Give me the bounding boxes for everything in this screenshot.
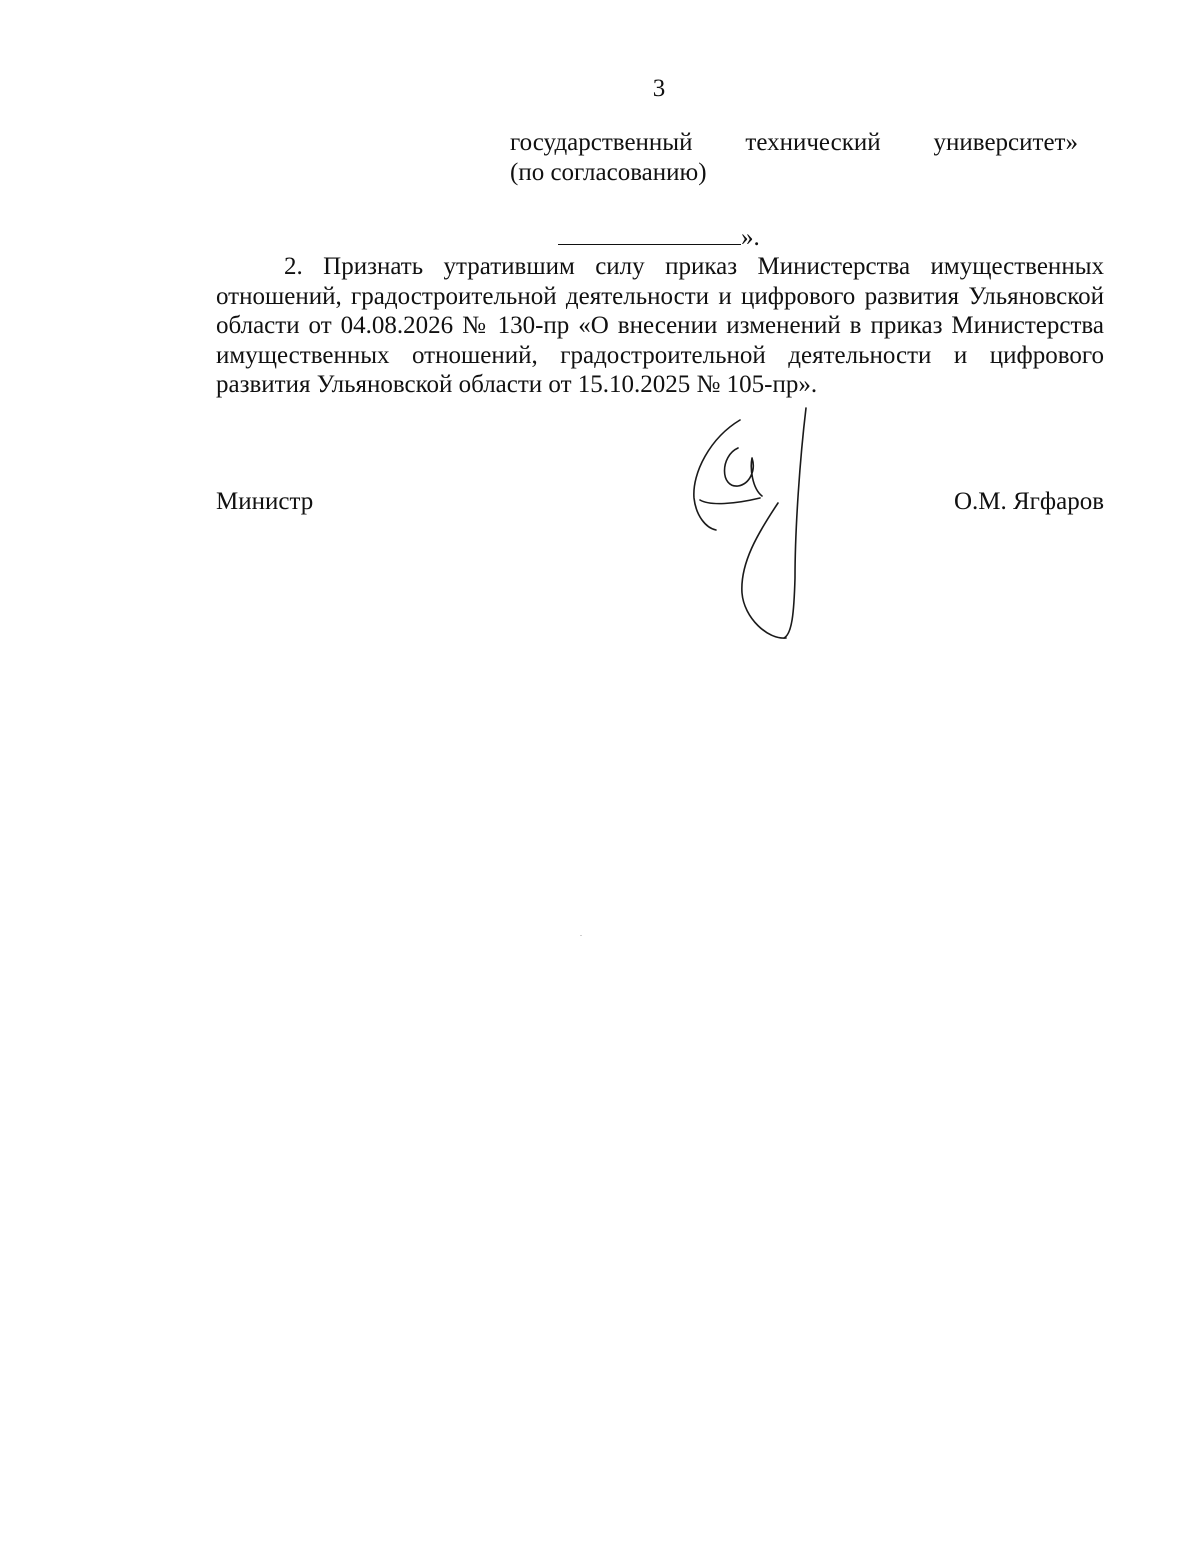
entry-line-1 [510, 128, 1078, 158]
list-entry-continuation [510, 128, 1078, 188]
signatory-role: Министр [216, 488, 314, 515]
entry-word: технический [745, 129, 881, 156]
entry-word: государственный [510, 129, 693, 156]
paragraph-2: 2. Признать утратившим силу приказ Министерства имущественных отношений, градостроительной деятельности и цифрового развития Ульяновской области от 04.08.2026 № 130-пр «О внесении изменений в приказ Министерства имущественных отношений, градостроительной деятельности и цифрового развития Ульяновской области от 15.10.2025 № 105-пр». [216, 253, 1104, 398]
closing-quote: ». [741, 224, 760, 251]
entry-line-2: (по согласованию) [510, 159, 707, 186]
scan-speck [580, 935, 582, 936]
blank-fill-line [558, 222, 760, 253]
handwritten-signature [680, 378, 840, 648]
page-number: 3 [652, 75, 666, 102]
entry-word: университет» [933, 129, 1078, 156]
blank-underline [558, 222, 741, 245]
signatory-name: О.М. Ягфаров [953, 488, 1104, 515]
